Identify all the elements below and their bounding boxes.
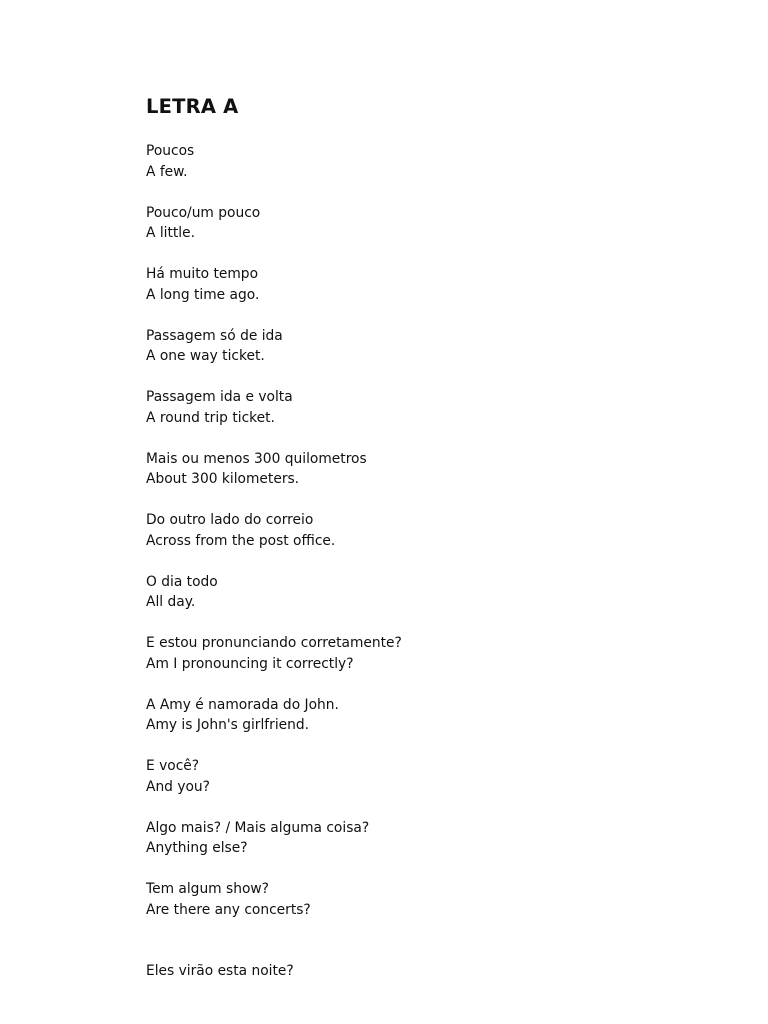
phrase-entry xyxy=(146,510,706,551)
portuguese-phrase: Do outro lado do correio xyxy=(146,512,314,528)
english-translation: All day. xyxy=(146,594,196,610)
portuguese-phrase: E você? xyxy=(146,758,200,774)
portuguese-phrase: Eles virão esta noite? xyxy=(146,963,294,979)
phrase-entry xyxy=(146,141,706,182)
portuguese-phrase: Há muito tempo xyxy=(146,266,259,282)
phrase-entry xyxy=(146,449,706,490)
phrase-entry xyxy=(146,326,706,367)
phrase-entry xyxy=(146,203,706,244)
english-translation: Anything else? xyxy=(146,840,248,856)
english-translation: A few. xyxy=(146,163,188,180)
english-translation: Am I pronouncing it correctly? xyxy=(146,655,354,672)
phrase-entry xyxy=(146,879,706,920)
portuguese-phrase: E estou pronunciando corretamente? xyxy=(146,635,402,651)
english-translation: Amy is John's girlfriend. xyxy=(146,717,310,733)
english-translation: A round trip ticket. xyxy=(146,409,275,426)
page-title: LETRA A xyxy=(146,95,239,118)
english-translation: A long time ago. xyxy=(146,286,260,303)
portuguese-phrase: Passagem só de ida xyxy=(146,327,283,344)
english-translation: A little. xyxy=(146,225,196,241)
english-translation: And you? xyxy=(146,778,210,795)
portuguese-phrase: Algo mais? / Mais alguma coisa? xyxy=(146,819,370,836)
phrase-entry xyxy=(146,961,706,982)
english-translation: Across from the post office. xyxy=(146,532,336,549)
portuguese-phrase: Poucos xyxy=(146,143,195,159)
phrase-entry xyxy=(146,695,706,736)
portuguese-phrase: A Amy é namorada do John. xyxy=(146,696,339,713)
english-translation: Are there any concerts? xyxy=(146,901,311,918)
portuguese-phrase: O dia todo xyxy=(146,573,218,590)
phrase-entry xyxy=(146,264,706,305)
phrase-entry xyxy=(146,633,706,674)
document-page xyxy=(146,93,706,1002)
phrase-entry xyxy=(146,818,706,859)
phrase-entry xyxy=(146,572,706,613)
portuguese-phrase: Passagem ida e volta xyxy=(146,389,293,405)
english-translation: About 300 kilometers. xyxy=(146,471,300,487)
english-translation: A one way ticket. xyxy=(146,348,265,364)
portuguese-phrase: Pouco/um pouco xyxy=(146,204,261,221)
phrase-entry xyxy=(146,756,706,797)
portuguese-phrase: Mais ou menos 300 quilometros xyxy=(146,450,367,467)
phrase-entry xyxy=(146,387,706,428)
portuguese-phrase: Tem algum show? xyxy=(146,881,269,897)
